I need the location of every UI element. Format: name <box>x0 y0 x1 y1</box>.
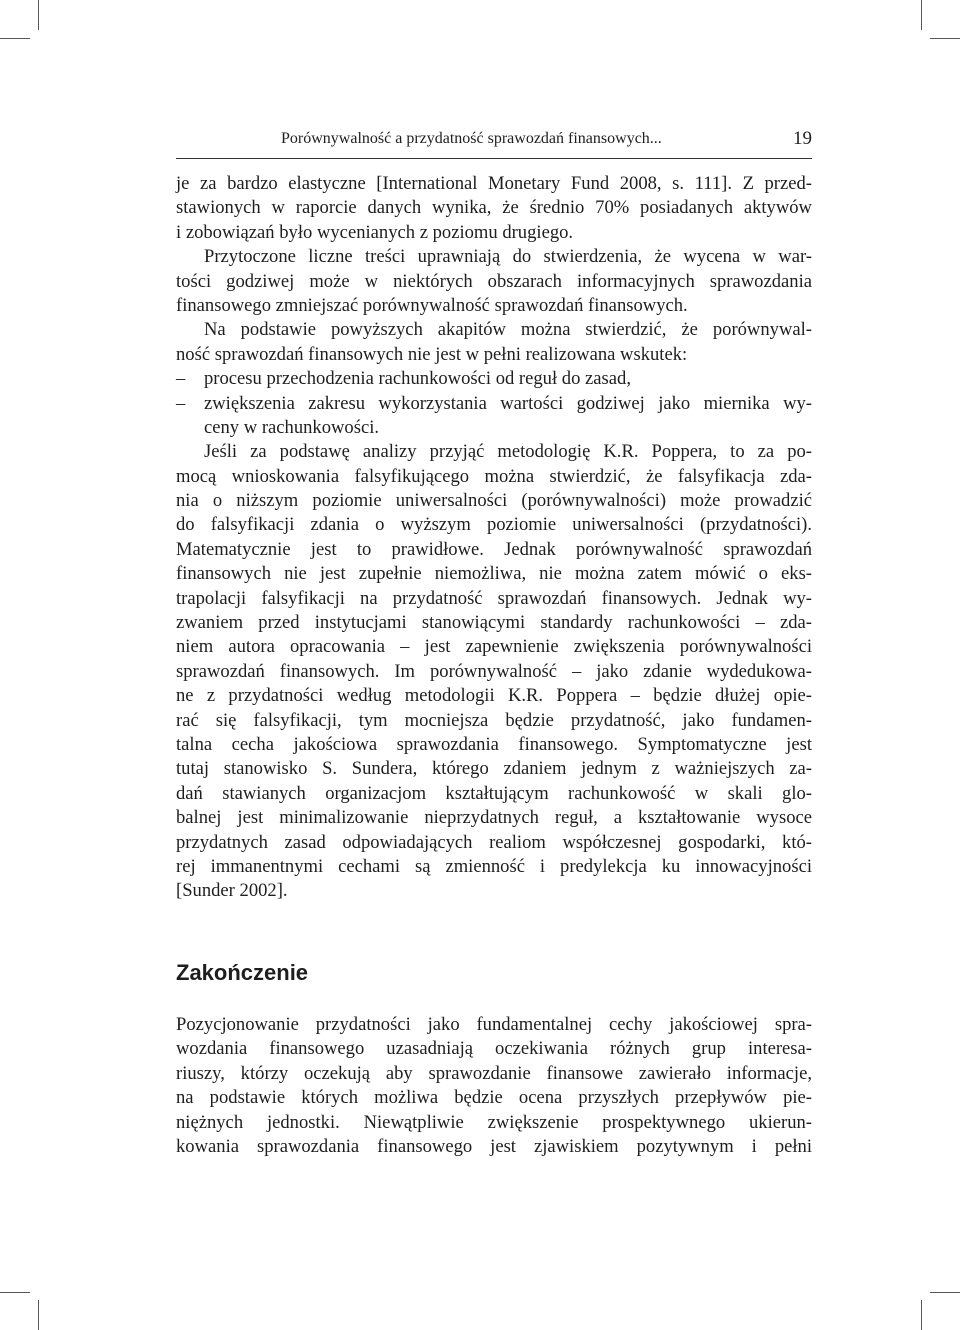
section-heading: Zakończenie <box>176 960 309 985</box>
text-line: tości godziwej może w niektórych obszarach informacyjnych sprawozdania <box>176 270 812 292</box>
text-line: kowania sprawozdania finansowego jest zjawiskiem pozytywnym i pełni <box>176 1135 812 1157</box>
text-line: i zobowiązań było wycenianych z poziomu drugiego. <box>176 221 574 243</box>
crop-mark-top-left-h <box>0 38 30 39</box>
list-item <box>176 367 812 391</box>
text-line: wozdania finansowego uzasadniają oczekiwania różnych grup interesa- <box>176 1038 812 1060</box>
crop-mark-bottom-right-h <box>930 1292 960 1293</box>
paragraph-fair-value <box>176 245 812 318</box>
text-line: ne z przydatności według metodologii K.R. Poppera – będzie dłużej opie- <box>176 685 812 707</box>
text-line: Jeśli za podstawę analizy przyjąć metodologię K.R. Poppera, to za po- <box>204 441 812 463</box>
crop-mark-top-left <box>38 0 39 30</box>
text-line: je za bardzo elastyczne [International Monetary Fund 2008, s. 111]. Z przed- <box>176 173 812 194</box>
crop-mark-top-right <box>921 0 922 30</box>
text-line: na podstawie których możliwa będzie ocena przyszłych przepływów pie- <box>176 1087 812 1109</box>
crop-mark-top-right-h <box>930 38 960 39</box>
text-line: sprawozdań finansowych. Im porównywalność – jako zdanie wydedukowa- <box>176 660 812 682</box>
text-line: riuszy, którzy oczekują aby sprawozdanie finansowe zawierało informacje, <box>176 1062 812 1084</box>
text-line: mocą wnioskowania falsyfikującego można stwierdzić, że falsyfikacja zda- <box>176 465 812 487</box>
text-line: balnej jest minimalizowanie nieprzydatnych reguł, a kształtowanie wysoce <box>176 807 812 829</box>
running-header <box>176 128 812 159</box>
crop-mark-bottom-right <box>921 1300 922 1330</box>
paragraph-popper <box>176 440 812 903</box>
text-line: Matematycznie jest to prawidłowe. Jednak porównywalność sprawozdań <box>176 538 812 560</box>
paragraph-comparability <box>176 318 812 367</box>
list-item-text: zwiększenia zakresu wykorzystania wartości godziwej jako miernika wy- <box>204 392 812 414</box>
dash-list <box>176 367 812 440</box>
text-line: [Sunder 2002]. <box>176 880 288 902</box>
text-line: finansowego zmniejszać porównywalność sprawozdań finansowych. <box>176 294 688 316</box>
list-item <box>176 392 812 416</box>
text-line: zwaniem przed instytucjami stanowiącymi standardy rachunkowości – zda- <box>176 612 812 634</box>
text-line: tutaj stanowisko S. Sundera, którego zdaniem jednym z ważniejszych za- <box>176 758 812 780</box>
crop-mark-bottom-left <box>38 1300 39 1330</box>
text-line: rej immanentnymi cechami są zmienność i predylekcja ku innowacyjności <box>176 855 812 877</box>
page-number: 19 <box>793 128 812 149</box>
text-line: przydatnych zasad odpowiadających realiom współczesnej gospodarki, któ- <box>176 831 812 853</box>
conclusion-paragraph <box>176 1013 812 1159</box>
text-line: dań stawianych organizacjom kształtującym rachunkowość w skali glo- <box>176 782 812 804</box>
text-line: finansowych nie jest zupełnie niemożliwa, nie można zatem mówić o eks- <box>176 563 812 585</box>
dash-bullet: – <box>176 368 186 390</box>
paragraph-continuation <box>176 172 812 245</box>
text-line: ność sprawozdań finansowych nie jest w pełni realizowana wskutek: <box>176 343 688 365</box>
running-title: Porównywalność a przydatność sprawozdań finansowych... <box>281 130 662 147</box>
text-line: stawionych w raporcie danych wynika, że średnio 70% posiadanych aktywów <box>176 197 812 219</box>
dash-bullet: – <box>176 392 186 414</box>
text-line: niem autora opracowania – jest zapewnienie zwiększenia porównywalności <box>176 636 812 658</box>
text-line: rać się falsyfikacji, tym mocniejsza będzie przydatność, jako fundamen- <box>176 709 812 731</box>
text-line: Pozycjonowanie przydatności jako fundamentalnej cechy jakościowej spra- <box>176 1014 812 1035</box>
text-line: Na podstawie powyższych akapitów można stwierdzić, że porównywal- <box>204 319 812 341</box>
text-line: niężnych jednostki. Niewątpliwie zwiększenie prospektywnego ukierun- <box>176 1111 812 1133</box>
text-line: nia o niższym poziomie uniwersalności (porównywalności) może prowadzić <box>176 490 812 512</box>
body-text <box>176 172 812 904</box>
list-item-continuation: ceny w rachunkowości. <box>204 416 380 438</box>
list-item-text: procesu przechodzenia rachunkowości od reguł do zasad, <box>204 368 631 390</box>
text-line: Przytoczone liczne treści uprawniają do stwierdzenia, że wycena w war- <box>204 246 812 268</box>
text-line: trapolacji falsyfikacji na przydatność sprawozdań finansowych. Jednak wy- <box>176 587 812 609</box>
crop-mark-bottom-left-h <box>0 1292 30 1293</box>
text-line: do falsyfikacji zdania o wyższym poziomie uniwersalności (przydatności). <box>176 514 812 536</box>
text-line: talna cecha jakościowa sprawozdania finansowego. Symptomatyczne jest <box>176 733 812 755</box>
